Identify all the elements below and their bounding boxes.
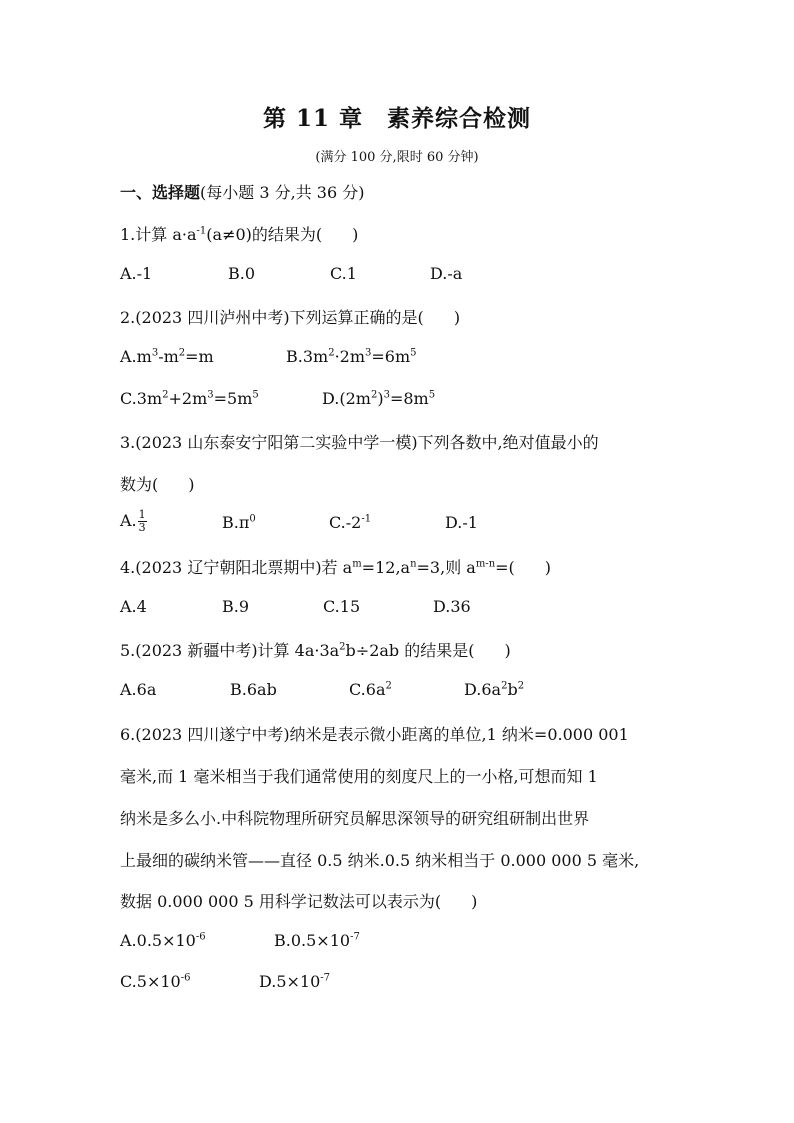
question-5-option-b: B.6ab: [230, 680, 277, 699]
question-5-stem: 5.(2023 新疆中考)计算 $4a\cdot 3a^2b\div 2ab$ 的结果是( ): [120, 641, 511, 660]
question-5-option-d: $D.6a^2b^2$: [464, 680, 525, 699]
question-4-option-a: A.4: [120, 597, 147, 616]
question-2-stem: 2.(2023 四川泸州中考)下列运算正确的是( ): [120, 308, 461, 327]
question-1-option-a: A.-1: [120, 264, 153, 283]
question-6-stem-line-1: 6.(2023 四川遂宁中考)纳米是表示微小距离的单位,1 纳米=0.000 001: [120, 725, 629, 744]
question-1-stem: 1.计算 $a\cdot a^{-1}(a\ne 0)$的结果为( ): [120, 225, 359, 244]
question-4-stem: 4.(2023 辽宁朝阳北票期中)若 $a^m=12,a^n=3$,则 $a^{m-n}=$( ): [120, 558, 552, 577]
question-2-option-d: $D.(2m^2)^3=8m^5$: [322, 389, 436, 408]
question-6-stem-line-5: 数据 0.000 000 5 用科学记数法可以表示为( ): [120, 892, 478, 911]
question-6-option-b: $B.0.5\times 10^{-7}$: [274, 931, 360, 950]
question-6-option-c: $C.5\times 10^{-6}$: [120, 972, 191, 991]
question-2-option-b: $B.3m^2\cdot 2m^3=6m^5$: [286, 347, 417, 366]
page-subtitle: (满分 100 分,限时 60 分钟): [315, 150, 479, 165]
question-3-stem-line-2: 数为( ): [120, 475, 195, 494]
page-title: 第 11 章 素养综合检测: [262, 105, 532, 132]
question-3-option-b: $B.\pi^0$: [222, 513, 256, 532]
question-4-option-c: C.15: [323, 597, 361, 616]
section-label: 一、选择题: [120, 183, 201, 202]
question-5-option-c: $C.6a^2$: [349, 680, 392, 699]
question-2-option-a: $A.m^3-m^2=m$: [120, 347, 214, 366]
question-3-stem-line-1: 3.(2023 山东泰安宁阳第二实验中学一模)下列各数中,绝对值最小的: [120, 433, 599, 452]
question-6-option-d: $D.5\times 10^{-7}$: [259, 972, 331, 991]
question-4-option-b: B.9: [222, 597, 250, 616]
question-4-option-d: D.36: [433, 597, 471, 616]
question-1-option-c: C.1: [330, 264, 357, 283]
section-note: (每小题 3 分,共 36 分): [200, 183, 365, 202]
question-3-option-a: A. $\frac{1}{3}$: [120, 508, 146, 534]
question-3-option-c: $C.-2^{-1}$: [329, 513, 372, 532]
question-5-option-a: A.6a: [120, 680, 157, 699]
fraction-one-third: $\frac{1}{3}$: [138, 508, 146, 534]
question-6-stem-line-4: 上最细的碳纳米管——直径 0.5 纳米.0.5 纳米相当于 0.000 000 5 毫米,: [120, 851, 640, 870]
question-3-option-d: D.-1: [445, 513, 478, 532]
section-heading: [120, 180, 364, 203]
question-1-option-b: B.0: [228, 264, 256, 283]
question-1-option-d: D.-a: [430, 264, 463, 283]
question-6-option-a: $A.0.5\times 10^{-6}$: [120, 931, 206, 950]
question-6-stem-line-3: 纳米是多么小.中科院物理所研究员解思深领导的研究组研制出世界: [120, 809, 590, 828]
question-6-stem-line-2: 毫米,而 1 毫米相当于我们通常使用的刻度尺上的一小格,可想而知 1: [120, 767, 598, 786]
question-2-option-c: $C.3m^2+2m^3=5m^5$: [120, 389, 259, 408]
